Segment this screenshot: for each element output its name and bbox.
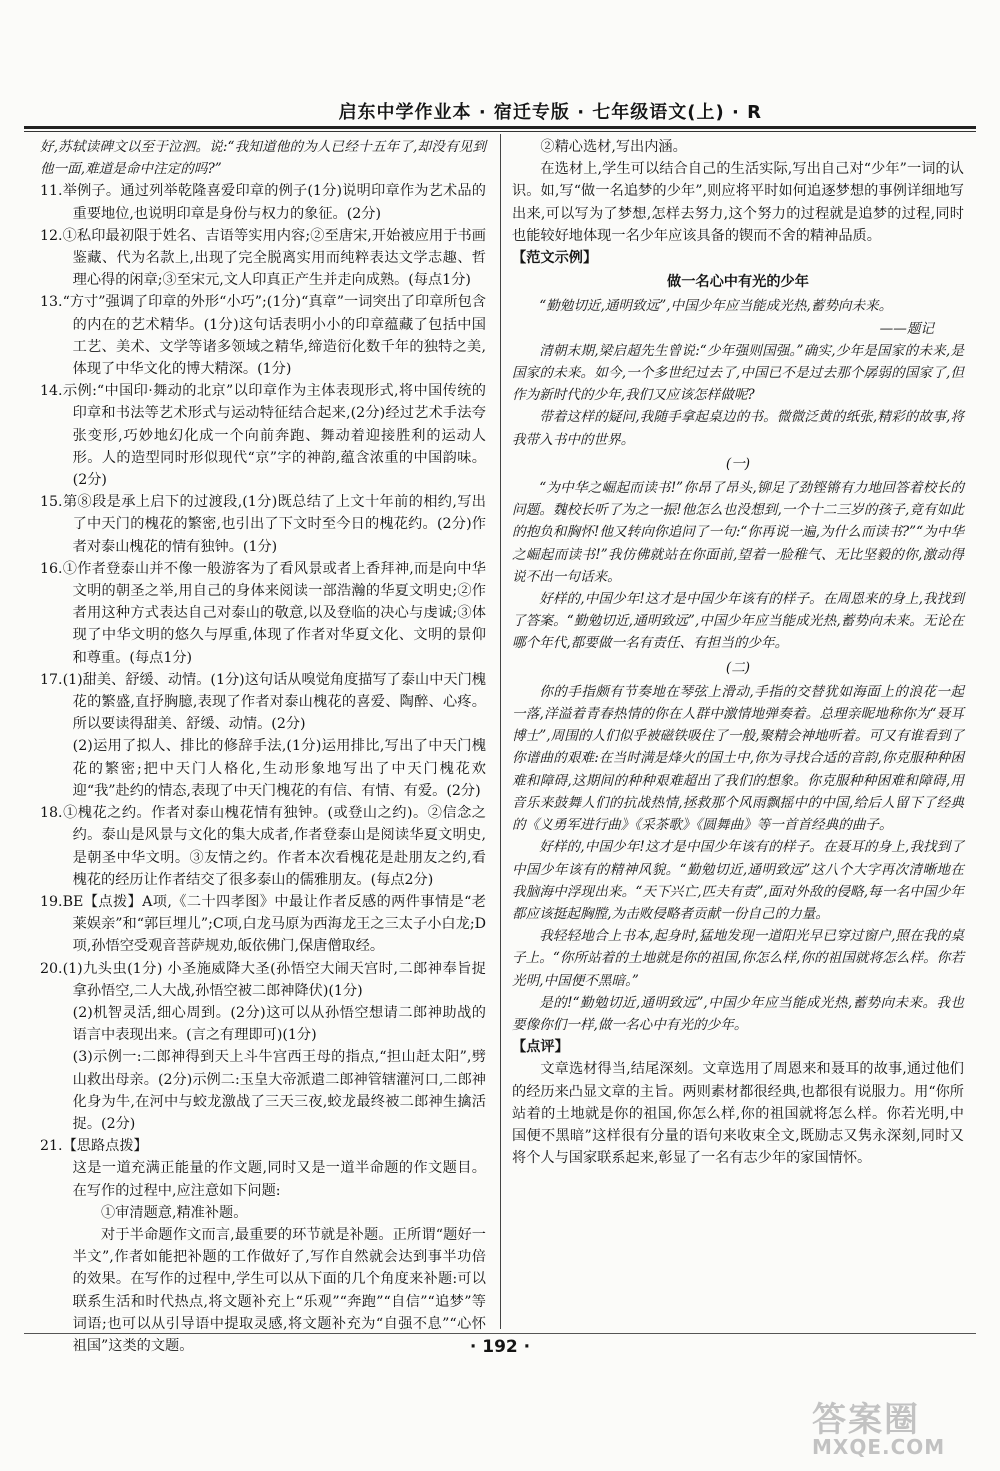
right-paragraph: 是的!“勤勉切近,通明致远”,中国少年应当能成光热,蓄势向未来。我也要像你们一样,做一名心中有光的少年。 — [512, 994, 964, 1033]
left-paragraph: 这是一道充满正能量的作文题,同时又是一道半命题的作文题目。在写作的过程中,应注意如下问题: — [72, 1160, 486, 1199]
left-paragraph: 14.示例:“中国印·舞动的北京”以印章作为主体表现形式,将中国传统的印章和书法等艺术形式与运动特征结合起来,(2分)经过艺术手法夸张变形,巧妙地幻化成一个向前奔跑、舞动着迎接胜利的运动人形。人的造型同时形似现代“京”字的神韵,蕴含浓重的中国韵味。(2分) — [40, 383, 486, 489]
watermark-top: 答案圈 — [812, 1400, 920, 1440]
left-paragraph: ①审清题意,精准补题。 — [101, 1204, 248, 1221]
left-paragraph: 21.【思路点拨】 — [40, 1138, 148, 1155]
right-paragraph: 你的手指颇有节奏地在琴弦上滑动,手指的交替犹如海面上的浪花一起一落,洋溢着青春热情的你在人群中激情地弹奏着。总理亲昵地称你为“聂耳博士”,周围的人们似乎被磁铁吸住了一般,聚精会神地听着。可又有谁看到了你谱曲的艰难:在当时满是烽火的国土中,你为寻找合适的音韵,你克服种种困难和障碍,这期间的种种艰难超出了我们的想象。你克服种种困难和障碍,用音乐来鼓舞人们的抗战热情,拯救那个风雨飘摇中的中国,给后人留下了经典的《义勇军进行曲》《采茶歌》《圆舞曲》等一首首经典的曲子。 — [512, 683, 964, 834]
right-paragraph: ——题记 — [879, 320, 934, 337]
running-header: 启东中学作业本 · 宿迁专版 · 七年级语文(上) · R — [338, 102, 762, 123]
left-paragraph: 11.举例子。通过列举乾隆喜爱印章的例子(1分)说明印章作为艺术品的重要地位,也说明印章是身份与权力的象征。(2分) — [40, 183, 486, 222]
right-paragraph: 好样的,中国少年!这才是中国少年该有的样子。在周恩来的身上,我找到了答案。“勤勉切近,通明致远”,中国少年应当能成光热,蓄势向未来。无论在哪个年代,都要做一名有责任、有担当的少年。 — [512, 591, 964, 652]
right-paragraph: 清朝末期,梁启超先生曾说:“少年强则国强。”确实,少年是国家的未来,是国家的未来。如今,一个多世纪过去了,中国已不是过去那个孱弱的国家了,但作为新时代的少年,我们又应该怎样做呢? — [512, 342, 964, 404]
left-paragraph: 17.(1)甜美、舒缓、动情。(1分)这句话从嗅觉角度描写了泰山中天门槐花的繁盛,直抒胸臆,表现了作者对泰山槐花的喜爱、陶醉、心疼。所以要读得甜美、舒缓、动情。(2分) — [40, 671, 486, 733]
right-paragraph: 【点评】 — [512, 1039, 569, 1056]
footer-rule — [24, 1333, 976, 1334]
right-column — [512, 136, 964, 1169]
left-paragraph: 18.①槐花之约。作者对泰山槐花情有独钟。(或登山之约)。②信念之约。泰山是风景与文化的集大成者,作者登泰山是阅读华夏文明史,是朝圣中华文明。③友情之约。作者本次看槐花是赴朋友之约,看槐花的经历让作者结交了很多泰山的儒雅朋友。(每点2分) — [40, 805, 486, 888]
left-paragraph: 16.①作者登泰山并不像一般游客为了看风景或者上香拜神,而是向中华文明的朝圣之举,用自己的身体来阅读一部浩瀚的华夏文明史;②作者用这种方式表达自己对泰山的敬意,以及登临的决心与虔诚;③体现了中华文明的悠久与厚重,体现了作者对华夏文化、文明的景仰和尊重。(每点1分) — [40, 560, 486, 666]
left-paragraph: (2)运用了拟人、排比的修辞手法,(1分)运用排比,写出了中天门槐花的繁密;把中天门人格化,生动形象地写出了中天门槐花欢迎“我”赴约的情态,表现了中天门槐花的有信、有情、有爱。(2分) — [72, 738, 486, 799]
right-paragraph: 带着这样的疑问,我随手拿起桌边的书。微微泛黄的纸张,精彩的故事,将我带入书中的世界。 — [512, 409, 964, 448]
left-paragraph: (3)示例一:二郎神得到天上斗牛宫西王母的指点,“担山赶太阳”,劈山救出母亲。(2分)示例二:玉皇大帝派遣二郎神管辖灌河口,二郎神化身为牛,在河中与蛟龙激战了三天三夜,蛟龙最终被二郎神生擒活捉。(2分) — [72, 1049, 486, 1132]
right-paragraph: 【范文示例】 — [512, 250, 598, 267]
right-paragraph: 文章选材得当,结尾深刻。文章选用了周恩来和聂耳的故事,通过他们的经历来凸显文章的主旨。两则素材都很经典,也都很有说服力。用“你所站着的土地就是你的祖国,你怎么样,你的祖国就将怎么样。你若光明,中国便不黑暗”这样很有分量的语句来收束全文,既励志又隽永深刻,同时又将个人与国家联系起来,彰显了一名有志少年的家国情怀。 — [512, 1061, 964, 1167]
header-rule-thin — [24, 131, 976, 132]
right-paragraph: 在选材上,学生可以结合自己的生活实际,写出自己对“少年”一词的认识。如,写“做一名追梦的少年”,则应将平时如何追逐梦想的事例详细地写出来,可以写为了梦想,怎样去努力,这个努力的过程就是追梦的过程,同时也能较好地体现一名少年应该具备的锲而不舍的精神品质。 — [512, 161, 964, 244]
right-paragraph: “为中华之崛起而读书!”你昂了昂头,铆足了劲铿锵有力地回答着校长的问题。魏校长听了为之一振!他怎么也没想到,一个十二三岁的孩子,竟有如此的抱负和胸怀!他又转向你追问了一句:“你再说一遍,为什么而读书?”“为中华之崛起而读书!”我仿佛就站在你面前,望着一脸稚气、无比坚毅的你,激动得说不出一句话来。 — [512, 480, 964, 585]
left-paragraph: 13.“方寸”强调了印章的外形“小巧”;(1分)“真章”一词突出了印章所包含的内在的艺术精华。(1分)这句话表明小小的印章蕴藏了包括中国工艺、美术、文学等诸多领域之精华,缔造衍化数千年的独特之美,体现了中华文化的博大精深。(1分) — [40, 294, 486, 378]
left-column — [40, 136, 486, 1357]
watermark-bottom: MXQE.COM — [812, 1435, 946, 1459]
right-paragraph: 做一名心中有光的少年 — [667, 274, 809, 291]
right-paragraph: ②精心选材,写出内涵。 — [540, 139, 687, 155]
left-paragraph: 对于半命题作文而言,最重要的环节就是补题。正所谓“题好一半文”,作者如能把补题的工作做好了,写作自然就会达到事半功倍的效果。在写作的过程中,学生可以从下面的几个角度来补题:可以联系生活和时代热点,将文题补充上“乐观”“奔跑”“自信”“追梦”等词语;也可以从引导语中提取灵感,将文题补充为“自强不息”“心怀祖国”这类的文题。 — [72, 1226, 486, 1354]
column-divider — [500, 134, 501, 1329]
left-paragraph: 15.第⑧段是承上启下的过渡段,(1分)既总结了上文十年前的相约,写出了中天门的槐花的繁密,也引出了下文时至今日的槐花约。(2分)作者对泰山槐花的情有独钟。(1分) — [40, 494, 486, 555]
watermark-logo — [812, 1392, 992, 1462]
left-paragraph: (2)机智灵活,细心周到。(2分)这可以从孙悟空想请二郎神助战的语言中表现出来。(言之有理即可)(1分) — [72, 1004, 486, 1044]
right-paragraph: 我轻轻地合上书本,起身时,猛地发现一道阳光早已穿过窗户,照在我的桌子上。“你所站着的土地就是你的祖国,你怎么样,你的祖国就将怎么样。你若光明,中国便不黑暗。” — [512, 928, 964, 989]
left-paragraph: 12.①私印最初限于姓名、吉语等实用内容;②至唐宋,开始被应用于书画鉴藏、代为名款上,出现了完全脱离实用而纯粹表达文学志趣、哲理心得的闲章;③至宋元,文人印真正产生并走向成熟。(每点1分) — [40, 227, 486, 289]
right-paragraph: (二) — [725, 659, 751, 676]
right-paragraph: 好样的,中国少年!这才是中国少年该有的样子。在聂耳的身上,我找到了中国少年该有的精神风貌。“勤勉切近,通明致远”这八个大字再次清晰地在我脑海中浮现出来。“天下兴亡,匹夫有责”,面对外敌的侵略,每一名中国少年都应该挺起胸膛,为击败侵略者贡献一份自己的力量。 — [512, 839, 964, 922]
left-paragraph: 好,苏轼读碑文以至于泣泗。说:“我知道他的为人已经十五年了,却没有见到他一面,难道是命中注定的吗?” — [40, 139, 486, 178]
left-paragraph: 20.(1)九头虫(1分) 小圣施威降大圣(孙悟空大闹天宫时,二郎神奉旨捉拿孙悟空,二人大战,孙悟空被二郎神降伏)(1分) — [40, 960, 486, 999]
right-paragraph: (一) — [725, 455, 751, 472]
page-number: · 192 · — [469, 1337, 531, 1357]
header-rule — [24, 126, 976, 129]
right-paragraph: “勤勉切近,通明致远”,中国少年应当能成光热,蓄势向未来。 — [539, 298, 893, 315]
left-paragraph: 19.BE【点拨】A项,《二十四孝图》中最让作者反感的两件事情是“老莱娱亲”和“郭巨埋儿”;C项,白龙马原为西海龙王之三太子小白龙;D项,孙悟空受观音菩萨规劝,皈依佛门,保唐僧取经。 — [40, 893, 486, 955]
